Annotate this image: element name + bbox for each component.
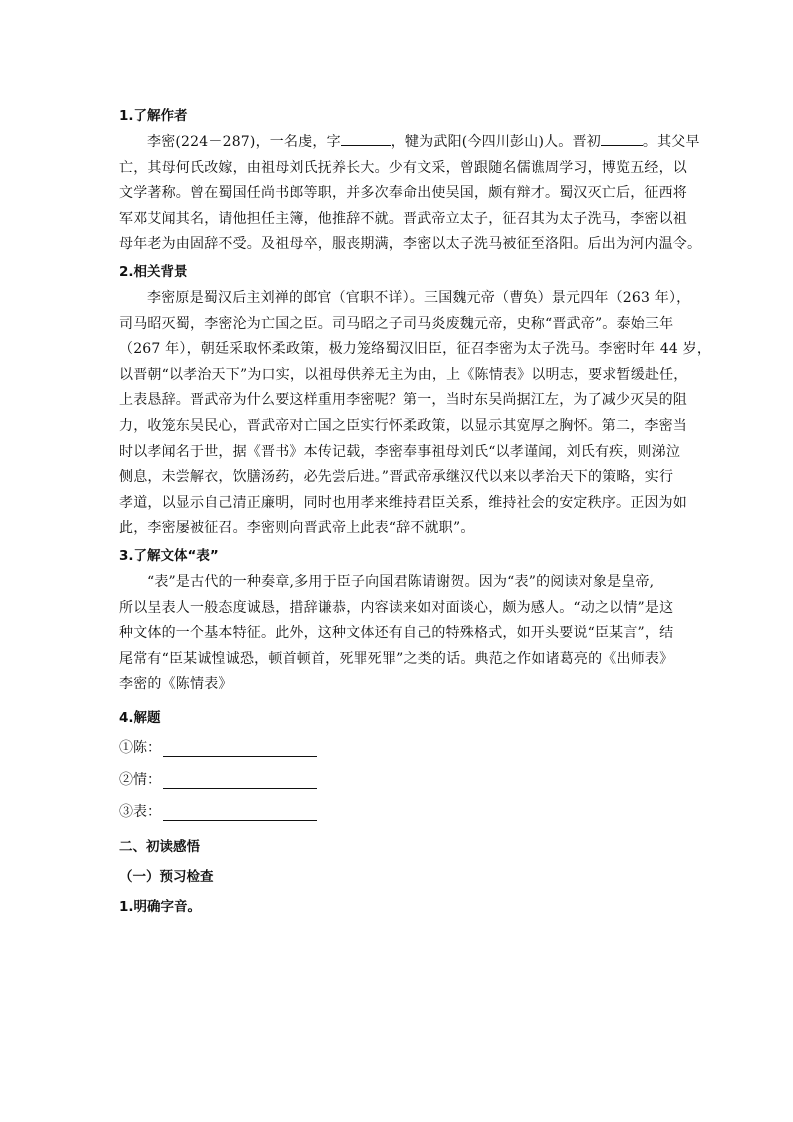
author-line-5: 母年老为由固辞不受。及祖母卒，服丧期满，李密以太子洗马被征至洛阳。后出为河内温令。 [119, 236, 702, 253]
background-line: 力，收笼东吴民心，晋武帝对亡国之臣实行怀柔政策，以显示其宽厚之胸怀。第二，李密当 [119, 417, 687, 434]
background-paragraph [119, 286, 712, 542]
section-heading-title-explain: 4.解题 [119, 709, 161, 726]
author-line-4: 军邓艾闻其名，请他担任主簿，他推辞不就。晋武帝立太子，征召其为太子洗马，李密以祖 [119, 210, 687, 227]
background-line: 孝道，以显示自己清正廉明，同时也用孝来维持君臣关系，维持社会的安定秩序。正因为如 [119, 494, 687, 511]
answer-line-qing[interactable] [163, 788, 317, 789]
background-line: 以晋朝“以孝治天下”为口实，以祖母供养无主为由，上《陈情表》以明志，要求暂缓赴任， [119, 366, 688, 383]
background-line: 上表恳辞。晋武帝为什么要这样重用李密呢？第一，当时东吴尚据江左，为了减少灭吴的阻 [119, 392, 687, 409]
section-heading-pronunciation: 1.明确字音。 [119, 898, 202, 915]
fill-blank-early-jin[interactable] [601, 131, 643, 146]
section-heading-genre: 3.了解文体“表” [119, 547, 219, 564]
genre-line: 李密的《陈情表》 [119, 676, 233, 693]
author-line-3: 文学著称。曾在蜀国任尚书郎等职，并多次奉命出使吴国，颇有辩才。蜀汉灭亡后，征西将 [119, 185, 687, 202]
section-heading-background: 2.相关背景 [119, 263, 188, 280]
genre-line: 尾常有“臣某诚惶诚恐，顿首顿首，死罪死罪”之类的话。典范之作如诸葛亮的《出师表》 [119, 650, 674, 667]
genre-line: 种文体的一个基本特征。此外，这种文体还有自己的特殊格式，如开头要说“臣某言”，结 [119, 625, 674, 642]
genre-paragraph [119, 570, 679, 698]
explain-item-chen: ①陈： [119, 732, 679, 764]
background-line: 此，李密屡被征召。李密则向晋武帝上此表“辞不就职”。 [119, 520, 475, 537]
document-page [119, 100, 712, 922]
answer-line-chen[interactable] [163, 756, 317, 757]
background-line: （267 年），朝廷采取怀柔政策，极力笼络蜀汉旧臣，征召李密为太子洗马。李密时年 44 岁， [119, 341, 712, 358]
explain-item-biao: ③表： [119, 796, 679, 828]
author-line-2: 亡，其母何氏改嫁，由祖母刘氏抚养长大。少有文采，曾跟随名儒谯周学习，博览五经，以 [119, 159, 687, 176]
section-heading-first-reading: 二、初读感悟 [119, 838, 200, 855]
background-line: 司马昭灭蜀，李密沦为亡国之臣。司马昭之子司马炎废魏元帝，史称“晋武帝”。泰始三年 [119, 315, 674, 332]
answer-line-biao[interactable] [163, 820, 317, 821]
section-heading-author: 1.了解作者 [119, 108, 188, 124]
background-line: 时以孝闻名于世，据《晋书》本传记载，李密奉事祖母刘氏“以孝谨闻，刘氏有疾，则涕泣 [119, 443, 681, 460]
fill-blank-courtesy-name[interactable] [341, 131, 391, 146]
author-paragraph [119, 130, 702, 258]
background-line: 李密原是蜀汉后主刘禅的郎官（官职不详）。三国魏元帝（曹奂）景元四年（263 年）， [147, 289, 691, 306]
section-heading-preview-check: （一）预习检查 [119, 868, 214, 885]
genre-line: 所以呈表人一般态度诚恳，措辞谦恭，内容读来如对面谈心，颇为感人。“动之以情”是这 [119, 599, 674, 616]
background-line: 侧息，未尝解衣，饮膳汤药，必先尝后进。”晋武帝承继汉代以来以孝治天下的策略，实行 [119, 469, 674, 486]
genre-line: “表”是古代的一种奏章,多用于臣子向国君陈请谢贺。因为“表”的阅读对象是皇帝, [147, 573, 655, 590]
author-line-1: 李密(224－287)，一名虔，字 ，犍为武阳(今四川彭山)人。晋初 。其父早 [119, 130, 679, 156]
explain-item-qing: ②情： [119, 764, 679, 796]
